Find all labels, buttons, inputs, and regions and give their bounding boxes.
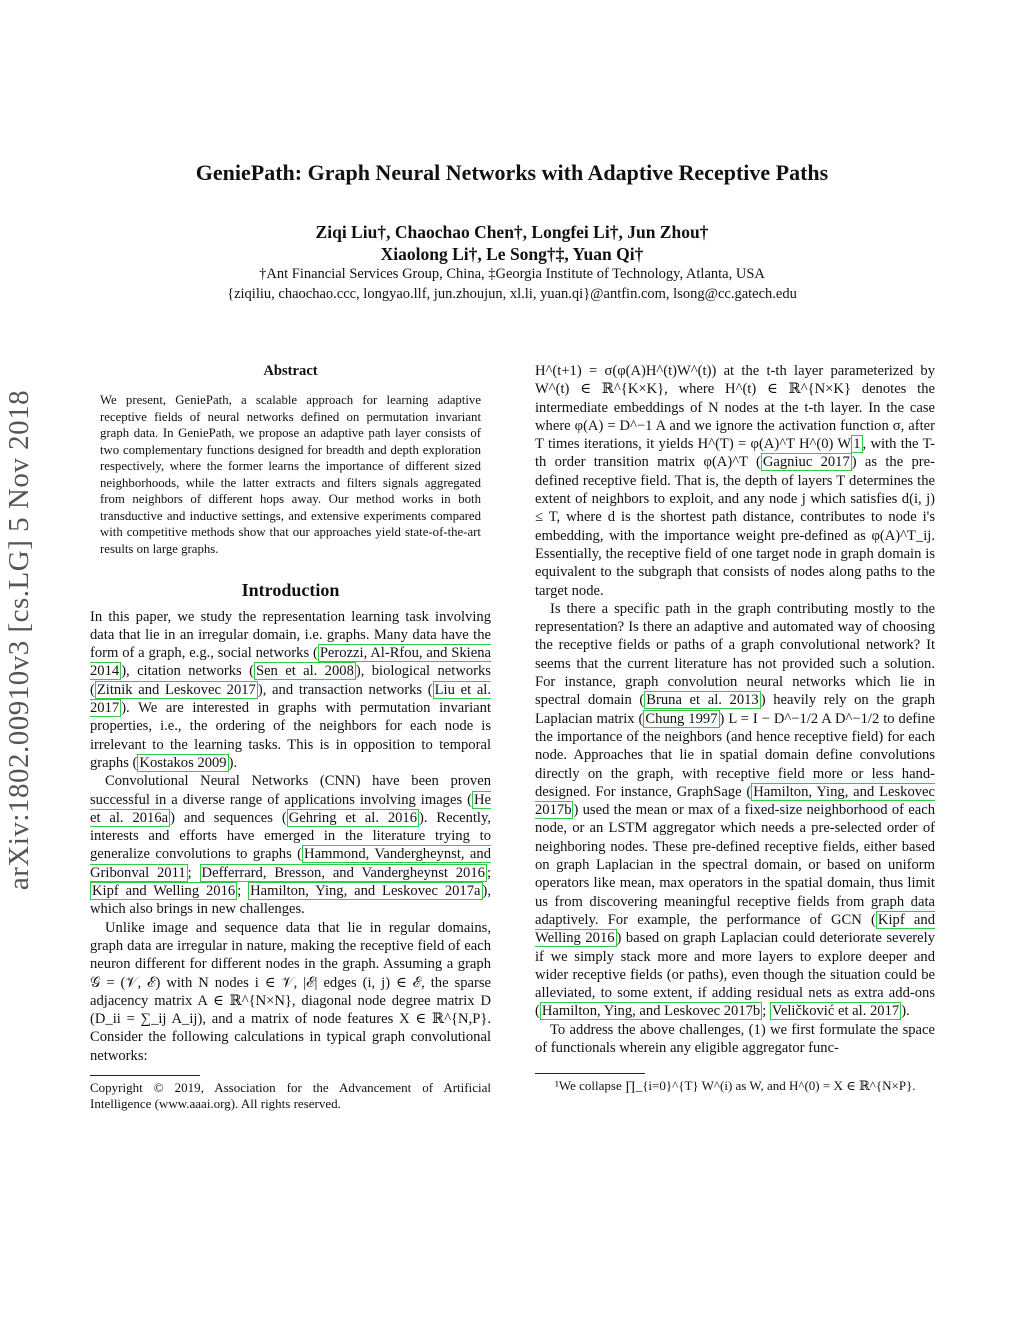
citation-link[interactable]: Kostakos 2009: [139, 754, 227, 771]
emails: {ziqiliu, chaochao.ccc, longyao.llf, jun.zhoujun, xl.li, yuan.qi}@antfin.com, lsong@cc.gatech.edu: [227, 286, 797, 302]
citation-link[interactable]: Hamilton, Ying, and Leskovec 2017b: [541, 1003, 761, 1020]
citation-link[interactable]: Gagniuc 2017: [762, 454, 850, 471]
citation-link[interactable]: Hamilton, Ying, and Leskovec 2017b: [535, 783, 935, 819]
citation-link[interactable]: Hamilton, Ying, and Leskovec 2017a: [250, 883, 481, 900]
citation-link[interactable]: Veličković et al. 2017: [771, 1003, 900, 1020]
citation-link[interactable]: Chung 1997: [645, 710, 718, 727]
right-column: [535, 362, 935, 1094]
abstract-body: We present, GeniePath, a scalable approach for learning adaptive receptive fields of neural networks defined on permutation invariant graph data. In GeniePath, we propose an adaptive path layer consists of two complementary functions designed for breadth and depth exploration respectively, where the former learns the importance of different sized neighborhoods, while the latter extracts and filters signals aggregated from neighbors of different hops away. Our method works in both transductive and inductive settings, and extensive experiments compared with competitive methods show that our approaches yield state-of-the-art results on large graphs.: [100, 393, 481, 556]
footnote-rule: [90, 1075, 200, 1076]
citation-link[interactable]: Kipf and Welling 2016: [92, 883, 236, 900]
copyright-notice: Copyright © 2019, Association for the Advancement of Artificial Intelligence (www.aaai.org). All rights reserved.: [90, 1080, 491, 1112]
citation-link[interactable]: Perozzi, Al-Rfou, and Skiena 2014: [90, 645, 491, 680]
affiliation: †Ant Financial Services Group, China, ‡Georgia Institute of Technology, Atlanta, USA: [259, 266, 765, 282]
right-paragraph-2: Is there a specific path in the graph contributing mostly to the representation? Is there an adaptive and automated way of choosing the receptive fields or paths of a graph convolutional network? It seems that the current literature has not provided such a solution. For instance, graph convolution neural networks which lie in spectral domain ( Bruna et al. 2013 ) heavily rely on the graph Laplacian matrix ( Chung 1997 ) L = I − D^−1/2 A D^−1/2 to define the importance of the neighbors (and hence receptive field) for each node. Approaches that lie in spatial domain define convolutions directly on the graph, with receptive field more or less hand-designed. For instance, GraphSage ( Hamilton, Ying, and Leskovec 2017b ) used the mean or max of a fixed-size neighborhood of each node, or an LSTM aggregator which needs a pre-selected order of neighboring nodes. These pre-defined receptive fields, either based on graph Laplacian in the spectral domain, or based on uniform operators like mean, max operators in the spatial domain, thus limit us from discovering meaningful receptive fields from graph data adaptively. For example, the performance of GCN ( Kipf and Welling 2016 ) based on graph Laplacian could deteriorate severely if we simply stack more and more layers to explore deeper and wider receptive fields (or paths), even though the situation could be alleviated, to some extent, if adding residual nets as extra add-ons ( Hamilton, Ying, and Leskovec 2017b ; Veličković et al. 2017 ).: [535, 600, 935, 1020]
arxiv-stamp: arXiv:1802.00910v3 [cs.LG] 5 Nov 2018: [3, 389, 35, 891]
footnote-1: ¹We collapse ∏_{i=0}^{T} W^(i) as W, and H^(0) = X ∈ ℝ^{N×P}.: [555, 1078, 916, 1094]
author-line-1: Ziqi Liu†, Chaochao Chen†, Longfei Li†, Jun Zhou†: [315, 222, 709, 242]
right-paragraph-1: H^(t+1) = σ(φ(A)H^(t)W^(t)) at the t-th layer parameterized by W^(t) ∈ ℝ^{K×K}, where H^(t) ∈ ℝ^{N×K} denotes the intermediate embeddings of N nodes at the t-th layer. In the case where φ(A) = D^−1 A and we ignore the activation function σ, after T times iterations, it yields H^(T) = φ(A)^T H^(0) W 1 , with the T-th order transition matrix φ(A)^T ( Gagniuc 2017 ) as the pre-defined receptive field. That is, the depth of layers T determines the extent of neighbors to exploit, and any node j which satisfies d(i, j) ≤ T, where d is the shortest path distance, contributes to node i's embedding, with the importance weight pre-defined as φ(A)^T_ij. Essentially, the receptive field of one target node in graph domain is equivalent to the subgraph that consists of nodes along paths to the target node.: [535, 363, 935, 599]
citation-link[interactable]: Hammond, Vandergheynst, and Gribonval 2011: [90, 846, 491, 881]
citation-link[interactable]: Defferrard, Bresson, and Vandergheynst 2016: [201, 864, 485, 881]
introduction-heading: Introduction: [241, 580, 340, 601]
footnote-rule-right: [535, 1073, 645, 1074]
citation-link[interactable]: Sen et al. 2008: [255, 663, 354, 680]
citation-link[interactable]: Gehring et al. 2016: [288, 809, 418, 826]
right-paragraph-3: To address the above challenges, (1) we first formulate the space of functionals wherein any eligible aggregator func-: [535, 1021, 935, 1056]
abstract-heading: Abstract: [263, 363, 318, 379]
citation-link[interactable]: Zitnik and Leskovec 2017: [96, 681, 256, 698]
left-column: [90, 362, 491, 1112]
intro-paragraph-2: Convolutional Neural Networks (CNN) have been proven successful in a diverse range of applications involving images ( He et al. 2016a ) and sequences ( Gehring et al. 2016 ). Recently, interests and efforts have emerged in the literature trying to generalize convolutions to graphs ( Hammond, Vandergheynst, and Gribonval 2011 ; Defferrard, Bresson, and Vandergheynst 2016 ; Kipf and Welling 2016 ; Hamilton, Ying, and Leskovec 2017a ), which also brings in new challenges.: [90, 773, 492, 918]
citation-link[interactable]: Liu et al. 2017: [90, 681, 492, 717]
intro-paragraph-1: In this paper, we study the representation learning task involving data that lie in an irregular domain, i.e. graphs. Many data have the form of a graph, e.g., social networks ( Perozzi, Al-Rfou, and Skiena 2014 ), citation networks ( Sen et al. 2008 ), biological networks ( Zitnik and Leskovec 2017 ), and transaction networks ( Liu et al. 2017 ). We are interested in graphs with permutation invariant properties, i.e., the ordering of the neighbors for each node is irrelevant to the learning tasks. This is in opposition to temporal graphs ( Kostakos 2009 ).: [90, 608, 492, 771]
citation-link[interactable]: He et al. 2016a: [90, 791, 491, 826]
author-line-2: Xiaolong Li†, Le Song†‡, Yuan Qi†: [380, 244, 644, 264]
citation-link[interactable]: Kipf and Welling 2016: [535, 911, 935, 947]
paper-title: GeniePath: Graph Neural Networks with Adaptive Receptive Paths: [195, 160, 829, 185]
citation-link[interactable]: Bruna et al. 2013: [646, 692, 759, 709]
intro-paragraph-3: Unlike image and sequence data that lie in regular domains, graph data are irregular in nature, making the receptive field of each neuron different for different nodes in the graph. Assuming a graph 𝒢 = (𝒱, ℰ) with N nodes i ∈ 𝒱, |ℰ| edges (i, j) ∈ ℰ, the sparse adjacency matrix A ∈ ℝ^{N×N}, diagonal node degree matrix D (D_ii = ∑_ij A_ij), and a matrix of node features X ∈ ℝ^{N,P}. Consider the following calculations in typical graph convolutional networks:: [90, 919, 491, 1064]
citation-link[interactable]: 1: [853, 436, 861, 453]
